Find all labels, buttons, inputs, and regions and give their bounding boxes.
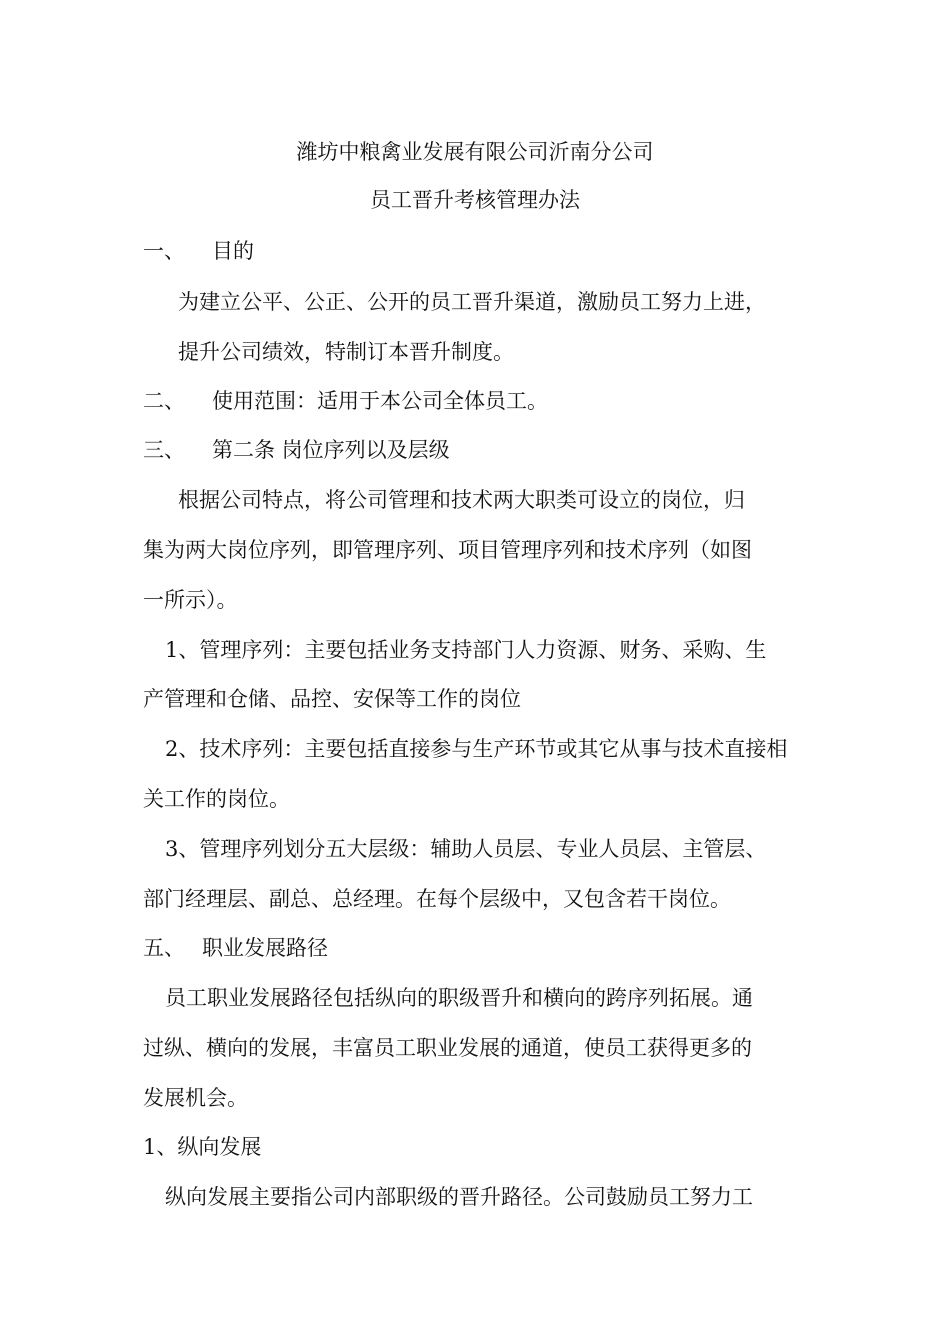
paragraph-line: 一所示）。 (143, 588, 238, 612)
section-heading: 第二条 岗位序列以及层级 (212, 438, 450, 462)
paragraph-line: 部门经理层、副总、总经理。在每个层级中，又包含若干岗位。 (143, 887, 731, 911)
paragraph-line: 员工职业发展路径包括纵向的职级晋升和横向的跨序列拓展。通 (165, 986, 753, 1010)
document-subtitle: 员工晋升考核管理办法 (370, 188, 580, 212)
paragraph-line: 2、技术序列：主要包括直接参与生产环节或其它从事与技术直接相 (165, 737, 788, 761)
paragraph-line: 根据公司特点，将公司管理和技术两大职类可设立的岗位，归 (178, 488, 745, 512)
paragraph-line: 产管理和仓储、品控、安保等工作的岗位 (143, 687, 521, 711)
paragraph-line: 提升公司绩效，特制订本晋升制度。 (178, 340, 514, 364)
paragraph-line: 集为两大岗位序列，即管理序列、项目管理序列和技术序列（如图 (143, 538, 752, 562)
section-heading: 职业发展路径 (202, 936, 328, 960)
document-title: 潍坊中粮禽业发展有限公司沂南分公司 (296, 140, 654, 164)
section-heading: 目的 (212, 239, 254, 263)
subsection-heading: 1、纵向发展 (143, 1135, 262, 1159)
section-number: 二、 (143, 389, 185, 413)
section-heading: 使用范围：适用于本公司全体员工。 (212, 389, 548, 413)
section-number: 五、 (143, 936, 185, 960)
paragraph-line: 过纵、横向的发展，丰富员工职业发展的通道，使员工获得更多的 (143, 1036, 752, 1060)
paragraph-line: 纵向发展主要指公司内部职级的晋升路径。公司鼓励员工努力工 (165, 1185, 753, 1209)
paragraph-line: 关工作的岗位。 (143, 787, 290, 811)
paragraph-line: 3、管理序列划分五大层级：辅助人员层、专业人员层、主管层、 (165, 837, 767, 861)
paragraph-line: 1、管理序列：主要包括业务支持部门人力资源、财务、采购、生 (165, 638, 767, 662)
section-number: 一、 (143, 239, 185, 263)
section-number: 三、 (143, 438, 185, 462)
paragraph-line: 为建立公平、公正、公开的员工晋升渠道，激励员工努力上进， (178, 290, 766, 314)
paragraph-line: 发展机会。 (143, 1086, 248, 1110)
